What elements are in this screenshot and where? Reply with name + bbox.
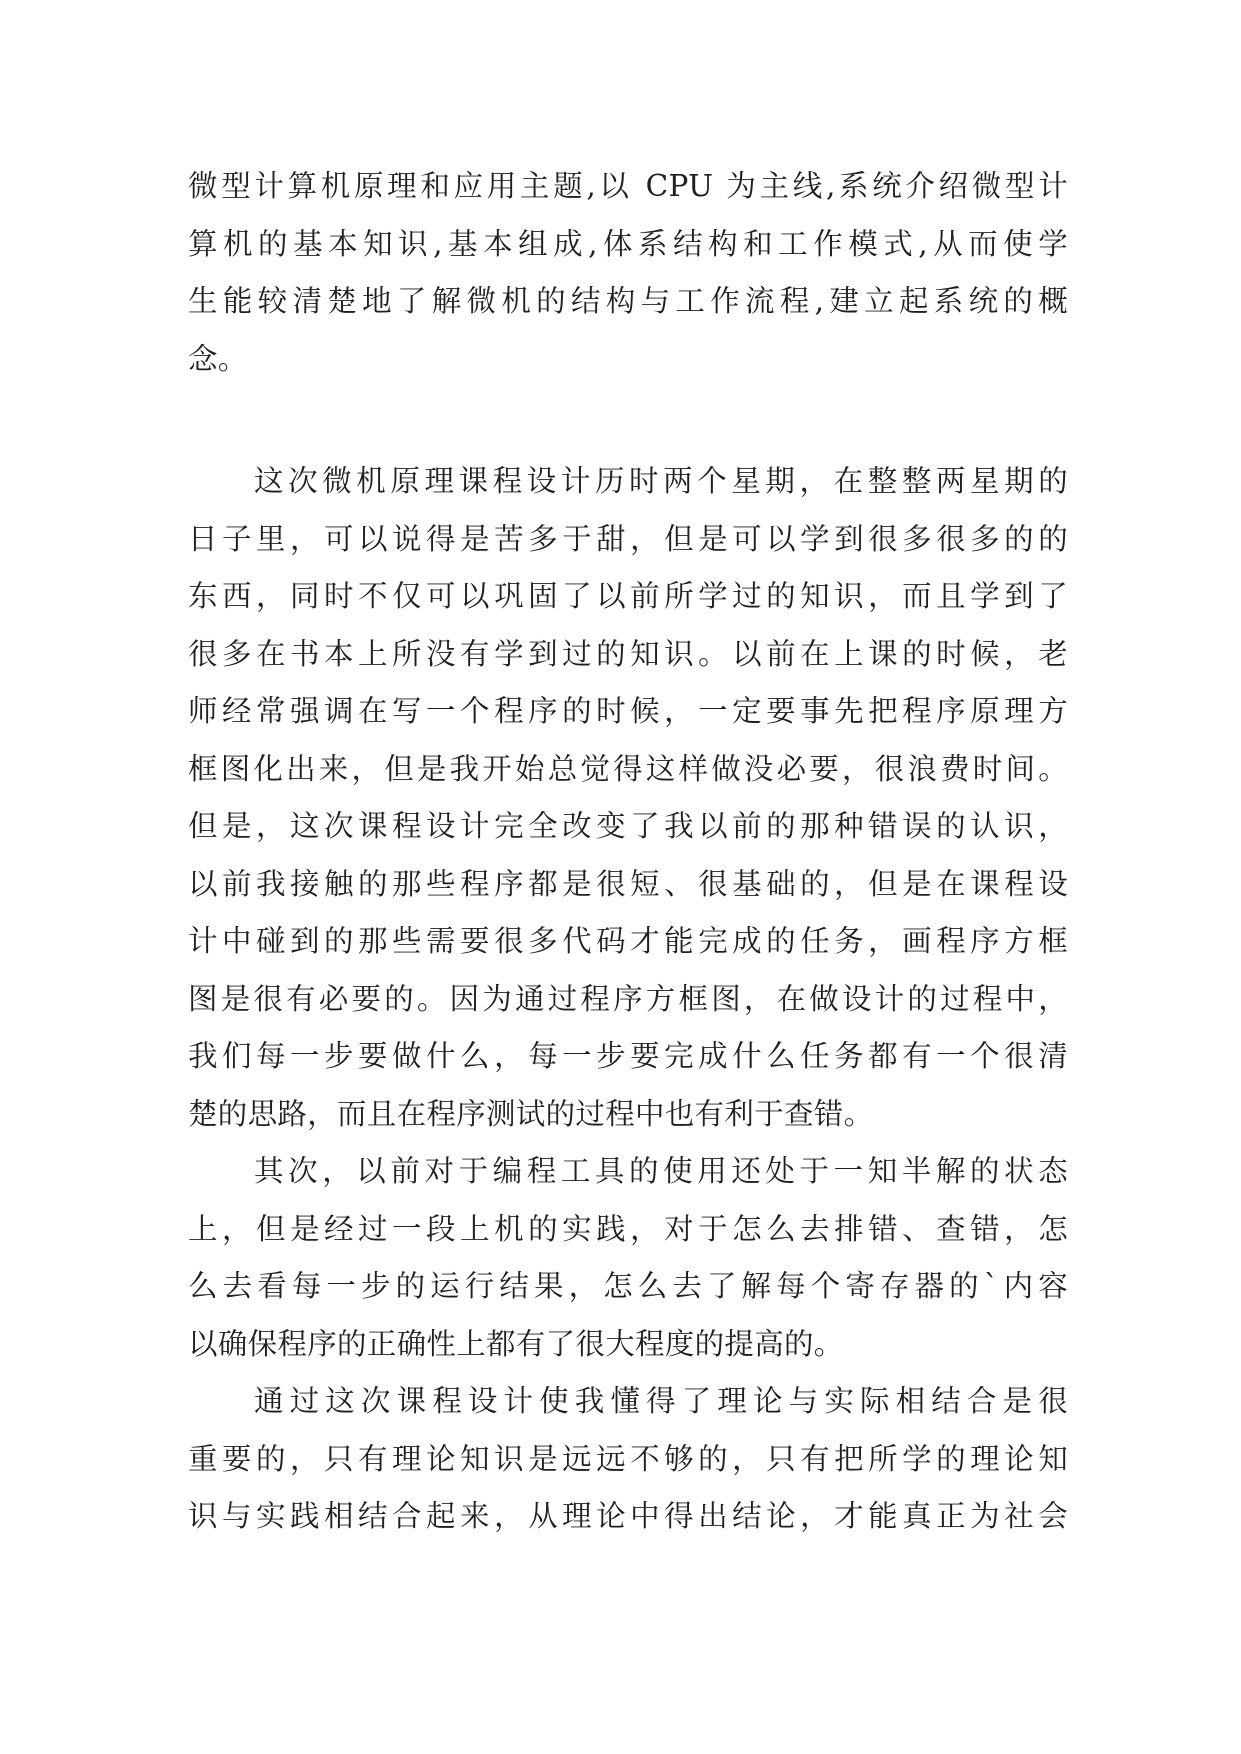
text-line: 计中碰到的那些需要很多代码才能完成的任务，画程序方框 [188, 924, 1068, 958]
text-line: 日子里，可以说得是苦多于甜，但是可以学到很多很多的的 [188, 521, 1068, 556]
text-line: 以前我接触的那些程序都是很短、很基础的，但是在课程设 [188, 866, 1068, 901]
text-line: 这次微机原理课程设计历时两个星期，在整整两星期的 [254, 464, 1068, 498]
text-line: 重要的，只有理论知识是远远不够的，只有把所学的理论知 [188, 1441, 1068, 1476]
text-line: 通过这次课程设计使我懂得了理论与实际相结合是很 [254, 1384, 1068, 1418]
text-line: 其次，以前对于编程工具的使用还处于一知半解的状态 [254, 1154, 1068, 1188]
text-line: 图是很有必要的。因为通过程序方框图，在做设计的过程中， [188, 981, 1068, 1016]
text-line: 识与实践相结合起来，从理论中得出结论，才能真正为社会 [188, 1499, 1068, 1533]
text-line: 生能较清楚地了解微机的结构与工作流程,建立起系统的概 [188, 284, 1068, 318]
text-line: 我们每一步要做什么，每一步要完成什么任务都有一个很清 [188, 1039, 1068, 1073]
text-line: 师经常强调在写一个程序的时候，一定要事先把程序原理方 [188, 694, 1068, 728]
text-line: 东西，同时不仅可以巩固了以前所学过的知识，而且学到了 [188, 579, 1068, 613]
text-line: 楚的思路，而且在程序测试的过程中也有利于查错。 [188, 1096, 874, 1131]
text-line: 念。 [188, 341, 248, 376]
body-paragraphs-block [188, 453, 1068, 1546]
text-line: 微型计算机原理和应用主题,以 CPU 为主线,系统介绍微型计 [188, 169, 1068, 203]
text-line: 上，但是经过一段上机的实践，对于怎么去排错、查错，怎 [188, 1211, 1068, 1246]
text-line: 以确保程序的正确性上都有了很大程度的提高的。 [188, 1326, 844, 1361]
text-line: 么去看每一步的运行结果，怎么去了解每个寄存器的`内容 [188, 1269, 1068, 1303]
text-line: 但是，这次课程设计完全改变了我以前的那种错误的认识， [188, 809, 1068, 843]
intro-paragraph-block [188, 158, 1068, 388]
text-line: 框图化出来，但是我开始总觉得这样做没必要，很浪费时间。 [188, 751, 1068, 786]
text-line: 算机的基本知识,基本组成,体系结构和工作模式,从而使学 [188, 226, 1068, 261]
text-line: 很多在书本上所没有学到过的知识。以前在上课的时候，老 [188, 636, 1068, 671]
